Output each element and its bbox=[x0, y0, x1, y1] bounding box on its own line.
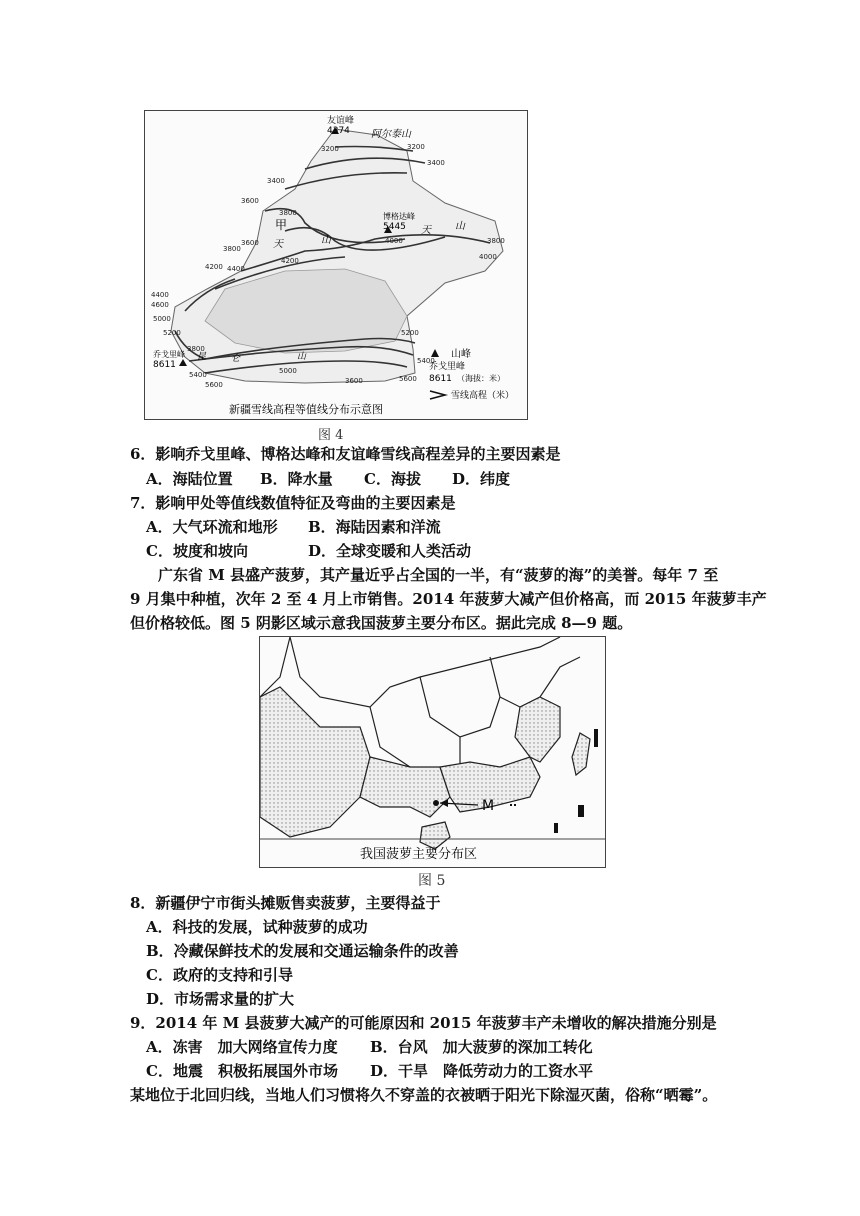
figure-5-map bbox=[259, 636, 606, 868]
bogda-name: 博格达峰 bbox=[383, 212, 415, 221]
qogir-height: 8611 bbox=[153, 360, 176, 370]
contour-value: 4000 bbox=[479, 253, 497, 261]
contour-value: 5200 bbox=[401, 329, 419, 337]
qogir-name: 乔戈里峰 bbox=[153, 350, 185, 359]
tian-label-2: 天 bbox=[421, 225, 431, 236]
passage-line-3: 但价格较低。图 5 阴影区域示意我国菠萝主要分布区。据此完成 8—9 题。 bbox=[130, 614, 633, 632]
contour-value: 5400 bbox=[189, 371, 207, 379]
next-passage-line: 某地位于北回归线，当地人们习惯将久不穿盖的衣被晒于阳光下除湿灭菌，俗称“晒霉”。 bbox=[130, 1086, 718, 1104]
contour-value: 5600 bbox=[399, 375, 417, 383]
figure-5-inner-title: 我国菠萝主要分布区 bbox=[360, 847, 478, 862]
xinjiang-snowline-map bbox=[145, 111, 527, 419]
contour-value: 4200 bbox=[205, 263, 223, 271]
q8-stem: 8．新疆伊宁市街头摊贩售卖菠萝，主要得益于 bbox=[130, 894, 441, 912]
q9-option-c: C．地震 积极拓展国外市场 bbox=[146, 1062, 338, 1080]
shaded-fujian bbox=[515, 697, 560, 762]
contour-value: 4400 bbox=[227, 265, 245, 273]
contour-value: 3600 bbox=[241, 239, 259, 247]
contour-value: 5000 bbox=[153, 315, 171, 323]
q6-stem: 6．影响乔戈里峰、博格达峰和友谊峰雪线高程差异的主要因素是 bbox=[130, 445, 561, 463]
shan-label-1: 山 bbox=[321, 235, 331, 246]
q6-option-b: B．降水量 bbox=[260, 470, 333, 488]
jia-label: 甲 bbox=[275, 218, 288, 232]
contour-value: 3400 bbox=[427, 159, 445, 167]
tian-label-1: 天 bbox=[273, 239, 283, 250]
contour-value: 3800 bbox=[187, 345, 205, 353]
q8-option-d: D．市场需求量的扩大 bbox=[146, 990, 295, 1008]
contour-value: 3400 bbox=[267, 177, 285, 185]
youyi-name: 友谊峰 bbox=[327, 116, 355, 126]
pineapple-distribution-map bbox=[260, 637, 605, 867]
q9-option-b: B．台风 加大菠萝的深加工转化 bbox=[370, 1038, 593, 1056]
legend-example-unit: （海拔：米） bbox=[457, 374, 505, 383]
m-county-label: M bbox=[482, 798, 495, 814]
contour-value: 4600 bbox=[151, 301, 169, 309]
q9-stem: 9．2014 年 M 县菠萝大减产的可能原因和 2015 年菠萝丰产未增收的解决措施分别是 bbox=[130, 1014, 717, 1032]
shan-label-2: 山 bbox=[455, 221, 465, 232]
contour-value: 5600 bbox=[205, 381, 223, 389]
legend-peak-label: 山峰 bbox=[451, 349, 471, 360]
shaded-taiwan bbox=[572, 733, 590, 775]
contour-value: 4200 bbox=[281, 257, 299, 265]
contour-value: 3800 bbox=[487, 237, 505, 245]
peak-qogir-icon bbox=[179, 359, 187, 366]
q7-stem: 7．影响甲处等值线数值特征及弯曲的主要因素是 bbox=[130, 494, 456, 512]
contour-value: 3600 bbox=[241, 197, 259, 205]
contour-value: 3600 bbox=[345, 377, 363, 385]
q9-option-d: D．干旱 降低劳动力的工资水平 bbox=[370, 1062, 594, 1080]
q7-option-d: D．全球变暖和人类活动 bbox=[308, 542, 472, 560]
kunlun-label-2: 仑 bbox=[231, 354, 241, 364]
youyi-height: 4374 bbox=[327, 126, 350, 136]
q6-option-d: D．纬度 bbox=[452, 470, 511, 488]
kunlun-label-3: 山 bbox=[297, 352, 307, 362]
contour-value: 3800 bbox=[279, 209, 297, 217]
legend-snowline-icon bbox=[430, 391, 445, 399]
m-county-marker bbox=[433, 800, 439, 806]
legend-example-value: 8611 bbox=[429, 374, 452, 384]
figure-4-caption: 图 4 bbox=[318, 428, 344, 443]
legend-example-name: 乔戈里峰 bbox=[429, 362, 466, 372]
q6-option-c: C．海拔 bbox=[364, 470, 421, 488]
contour-value: 3200 bbox=[407, 143, 425, 151]
contour-value: 5000 bbox=[279, 367, 297, 375]
q8-option-c: C．政府的支持和引导 bbox=[146, 966, 293, 984]
q8-option-b: B．冷藏保鲜技术的发展和交通运输条件的改善 bbox=[146, 942, 459, 960]
kunlun-label-1: 昆 bbox=[197, 352, 207, 362]
figure-5-caption: 图 5 bbox=[418, 873, 446, 889]
q9-option-a: A．冻害 加大网络宣传力度 bbox=[146, 1038, 338, 1056]
figure-4-map bbox=[144, 110, 528, 420]
passage-line-2: 9 月集中种植，次年 2 至 4 月上市销售。2014 年菠萝大减产但价格高，而 2015 年菠萝丰产 bbox=[130, 590, 767, 608]
legend-peak-icon bbox=[431, 349, 439, 357]
contour-value: 4000 bbox=[385, 237, 403, 245]
altai-label: 阿尔泰山 bbox=[371, 129, 411, 140]
shaded-guangxi bbox=[360, 757, 450, 817]
contour-value: 5400 bbox=[417, 357, 435, 365]
q7-option-b: B．海陆因素和洋流 bbox=[308, 518, 441, 536]
contour-value: 4400 bbox=[151, 291, 169, 299]
contour-value: 3800 bbox=[223, 245, 241, 253]
bogda-height: 5445 bbox=[383, 222, 406, 232]
contour-value: 5200 bbox=[163, 329, 181, 337]
passage-line-1: 广东省 M 县盛产菠萝，其产量近乎占全国的一半，有“菠萝的海”的美誉。每年 7 至 bbox=[158, 566, 719, 584]
shaded-hainan bbox=[420, 822, 450, 849]
q8-option-a: A．科技的发展，试种菠萝的成功 bbox=[146, 918, 368, 936]
legend-snowline-label: 雪线高程（米） bbox=[451, 391, 515, 401]
q7-option-c: C．坡度和坡向 bbox=[146, 542, 248, 560]
q7-option-a: A．大气环流和地形 bbox=[146, 518, 278, 536]
q6-option-a: A．海陆位置 bbox=[146, 470, 233, 488]
map-legend bbox=[429, 347, 514, 401]
figure-4-inner-title: 新疆雪线高程等值线分布示意图 bbox=[229, 403, 383, 416]
contour-value: 3200 bbox=[321, 145, 339, 153]
shaded-yunnan bbox=[260, 687, 370, 837]
